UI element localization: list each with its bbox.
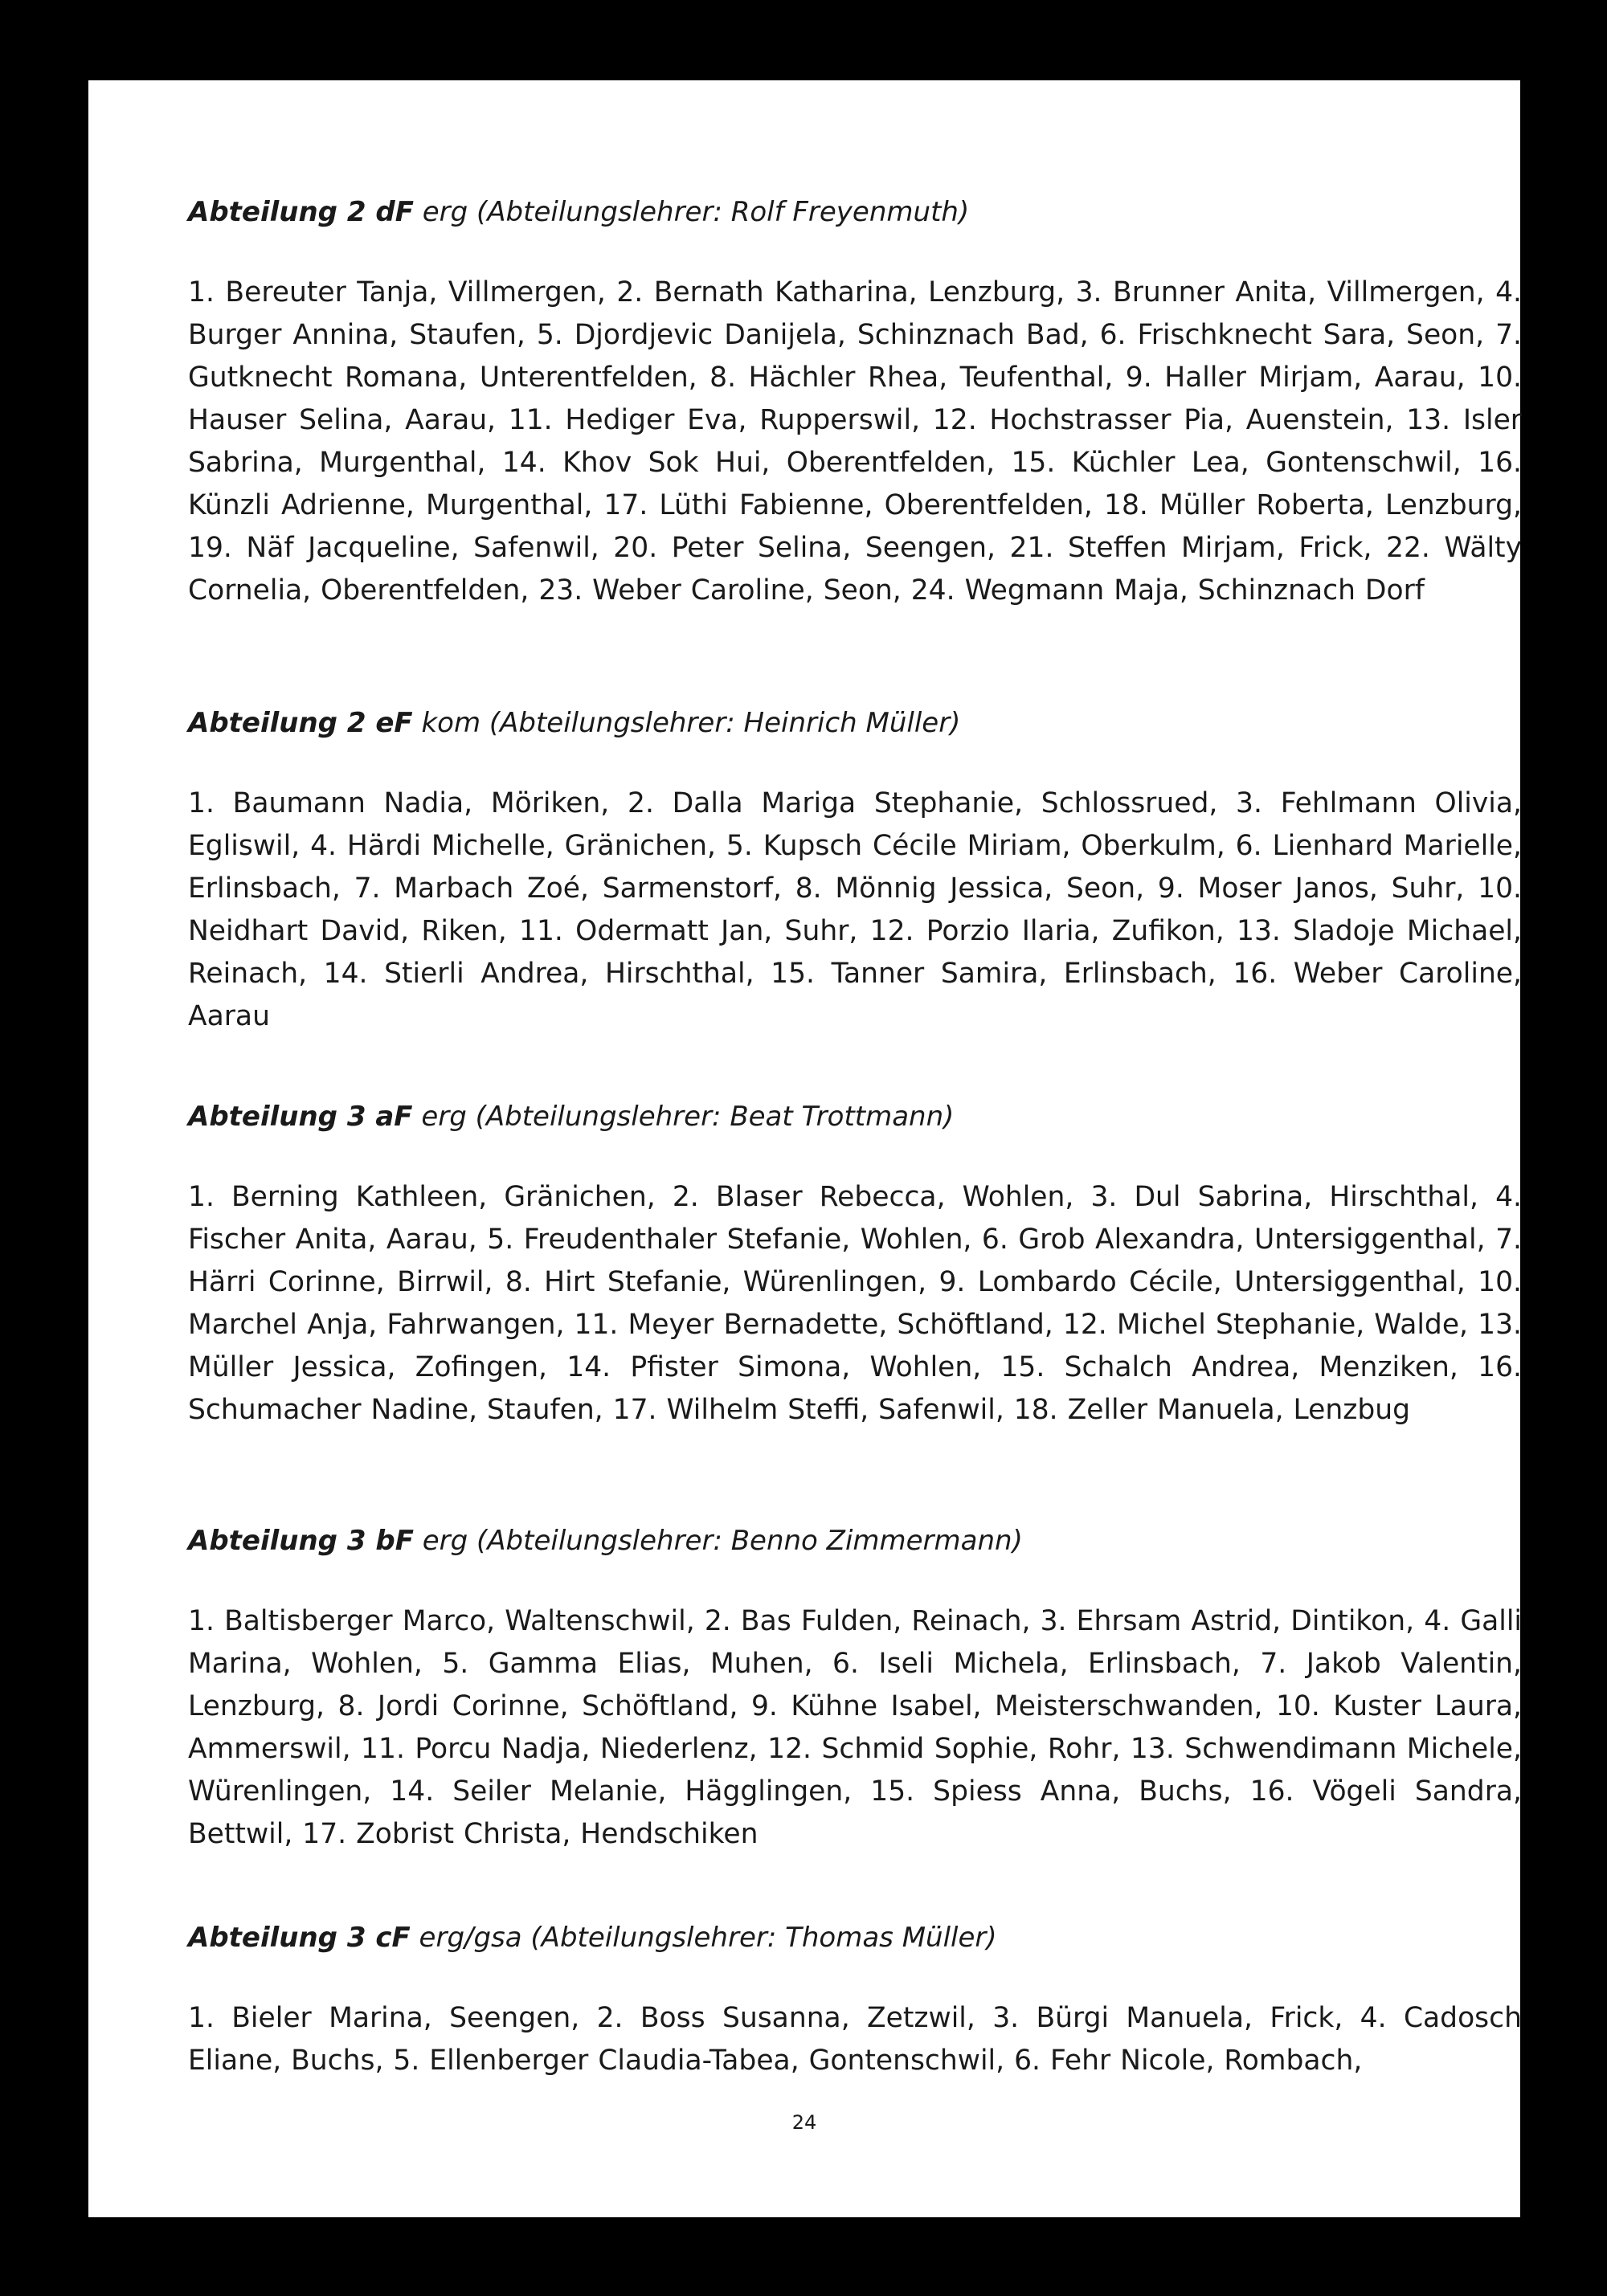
section-heading (188, 1523, 1522, 1559)
section-abteilung-2-df (188, 194, 1522, 612)
student-list: 1. Bieler Marina, Seengen, 2. Boss Susanna, Zetzwil, 3. Bürgi Manuela, Frick, 4. Cadosch Eliane, Buchs, 5. Ellenberger Claudia-Tabea, Gontenschwil, 6. Fehr Nicole, Rombach, (188, 2002, 1522, 2077)
section-heading-teacher: erg (Abteilungslehrer: Beat Trottmann) (412, 1101, 955, 1133)
document-page (88, 80, 1520, 2217)
section-heading-teacher: erg/gsa (Abteilungslehrer: Thomas Müller) (410, 1922, 997, 1954)
section-abteilung-3-bf (188, 1523, 1522, 1856)
section-heading-teacher: kom (Abteilungslehrer: Heinrich Müller) (412, 707, 961, 739)
section-heading-code: Abteilung 2 dF (188, 196, 414, 228)
section-heading-code: Abteilung 3 cF (188, 1922, 411, 1954)
section-heading-teacher: erg (Abteilungslehrer: Rolf Freyenmuth) (413, 196, 970, 228)
section-heading (188, 194, 1522, 230)
section-heading-code: Abteilung 3 aF (188, 1101, 413, 1133)
student-list: 1. Berning Kathleen, Gränichen, 2. Blaser Rebecca, Wohlen, 3. Dul Sabrina, Hirschthal, 4. Fischer Anita, Aarau, 5. Freudenthaler Stefanie, Wohlen, 6. Grob Alexandra, Untersiggenthal, 7. Härri Corinne, Birrwil, 8. Hirt Stefanie, Würenlingen, 9. Lombardo Cécile, Untersiggenthal, 10. Marchel Anja, Fahrwangen, 11. Meyer Bernadette, Schöftland, 12. Michel Stephanie, Walde, 13. Müller Jessica, Zofingen, 14. Pfister Simona, Wohlen, 15. Schalch Andrea, Menziken, 16. Schumacher Nadine, Staufen, 17. Wilhelm Steffi, Safenwil, 18. Zeller Manuela, Lenzbug (188, 1181, 1522, 1426)
student-list: 1. Baltisberger Marco, Waltenschwil, 2. Bas Fulden, Reinach, 3. Ehrsam Astrid, Dintikon, 4. Galli Marina, Wohlen, 5. Gamma Elias, Muhen, 6. Iseli Michela, Erlinsbach, 7. Jakob Valentin, Lenzburg, 8. Jordi Corinne, Schöftland, 9. Kühne Isabel, Meisterschwanden, 10. Kuster Laura, Ammerswil, 11. Porcu Nadja, Niederlenz, 12. Schmid Sophie, Rohr, 13. Schwendimann Michele, Würenlingen, 14. Seiler Melanie, Hägglingen, 15. Spiess Anna, Buchs, 16. Vögeli Sandra, Bettwil, 17. Zobrist Christa, Hendschiken (188, 1605, 1522, 1850)
student-list: 1. Bereuter Tanja, Villmergen, 2. Bernath Katharina, Lenzburg, 3. Brunner Anita, Villmergen, 4. Burger Annina, Staufen, 5. Djordjevic Danijela, Schinznach Bad, 6. Frischknecht Sara, Seon, 7. Gutknecht Romana, Unterentfelden, 8. Hächler Rhea, Teufenthal, 9. Haller Mirjam, Aarau, 10. Hauser Selina, Aarau, 11. Hediger Eva, Rupperswil, 12. Hochstrasser Pia, Auenstein, 13. Isler Sabrina, Murgenthal, 14. Khov Sok Hui, Oberentfelden, 15. Küchler Lea, Gontenschwil, 16. Künzli Adrienne, Murgenthal, 17. Lüthi Fabienne, Oberentfelden, 18. Müller Roberta, Lenzburg, 19. Näf Jacqueline, Safenwil, 20. Peter Selina, Seengen, 21. Steffen Mirjam, Frick, 22. Wälty Cornelia, Oberentfelden, 23. Weber Caroline, Seon, 24. Wegmann Maja, Schinznach Dorf (188, 276, 1522, 607)
section-abteilung-3-af (188, 1099, 1522, 1432)
page-number: 24 (791, 2111, 817, 2134)
section-heading-code: Abteilung 2 eF (188, 707, 413, 739)
section-heading (188, 1920, 1522, 1955)
section-heading (188, 705, 1522, 741)
section-heading (188, 1099, 1522, 1134)
student-list: 1. Baumann Nadia, Möriken, 2. Dalla Mariga Stephanie, Schlossrued, 3. Fehlmann Olivia, Egliswil, 4. Härdi Michelle, Gränichen, 5. Kupsch Cécile Miriam, Oberkulm, 6. Lienhard Marielle, Erlinsbach, 7. Marbach Zoé, Sarmenstorf, 8. Mönnig Jessica, Seon, 9. Moser Janos, Suhr, 10. Neidhart David, Riken, 11. Odermatt Jan, Suhr, 12. Porzio Ilaria, Zufikon, 13. Sladoje Michael, Reinach, 14. Stierli Andrea, Hirschthal, 15. Tanner Samira, Erlinsbach, 16. Weber Caroline, Aarau (188, 787, 1522, 1032)
section-heading-teacher: erg (Abteilungslehrer: Benno Zimmermann) (413, 1525, 1023, 1557)
section-heading-code: Abteilung 3 bF (188, 1525, 414, 1557)
section-abteilung-3-cf (188, 1920, 1522, 2082)
section-abteilung-2-ef (188, 705, 1522, 1038)
